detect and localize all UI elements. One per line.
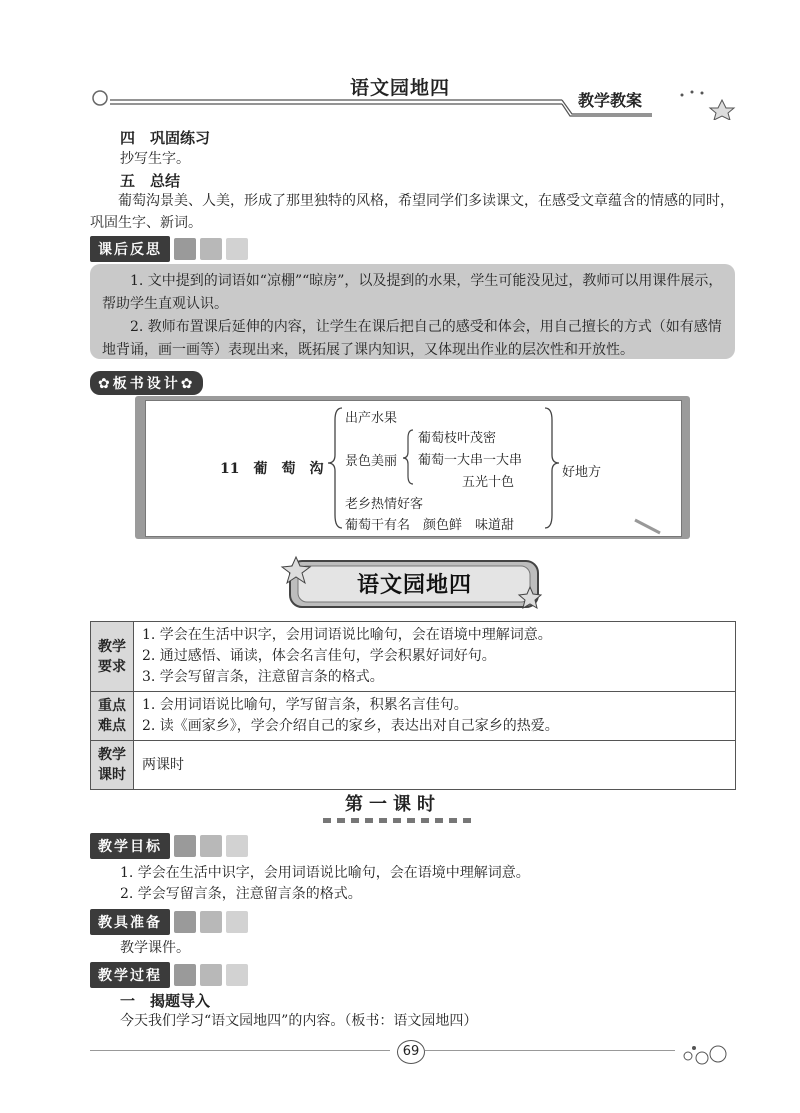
decor-square bbox=[226, 835, 248, 857]
header-decoration bbox=[92, 90, 742, 120]
lesson-title-decoration bbox=[315, 812, 485, 828]
board-lesson: 11 葡 萄 沟 bbox=[220, 461, 324, 477]
objective-item: 2. 学会写留言条，注意留言条的格式。 bbox=[120, 886, 362, 902]
decor-square bbox=[174, 964, 196, 986]
board-tag-label: 板书设计 bbox=[112, 376, 181, 392]
review-text: 抄写生字。 bbox=[120, 151, 190, 167]
board-line: 葡萄一大串一大串 bbox=[418, 453, 523, 468]
header-title: 语文园地四 bbox=[350, 77, 451, 99]
decor-square bbox=[200, 835, 222, 857]
row-content bbox=[134, 741, 736, 790]
row-content bbox=[134, 692, 736, 741]
header-label: 教学教案 bbox=[578, 91, 643, 110]
tools-text: 教学课件。 bbox=[120, 940, 190, 956]
reflection-tagbar bbox=[90, 236, 248, 262]
table-line: 2. 读《画家乡》，学会介绍自己的家乡，表达出对自己家乡的热爱。 bbox=[142, 718, 559, 734]
reflection-box bbox=[90, 264, 735, 359]
reflection-tag: 课后反思 bbox=[90, 236, 170, 262]
board-line: 老乡热情好客 bbox=[345, 497, 424, 512]
board-line: 景色美丽 bbox=[345, 454, 398, 469]
decor-square bbox=[200, 911, 222, 933]
lesson-title: 第一课时 bbox=[345, 794, 441, 815]
process-tagbar bbox=[90, 962, 248, 988]
board-line: 葡萄枝叶茂密 bbox=[418, 431, 497, 446]
footer-line bbox=[90, 1050, 390, 1051]
banner-title: 语文园地四 bbox=[357, 573, 473, 598]
decor-square bbox=[200, 238, 222, 260]
reflection-item: 2. 教师布置课后延伸的内容，让学生在课后把自己的感受和体会，用自己擅长的方式（如有感情地背诵，画一画等）表现出来，既拓展了课内知识，又体现出作业的层次性和开放性。 bbox=[102, 319, 722, 358]
decor-square bbox=[174, 238, 196, 260]
decor-square bbox=[226, 238, 248, 260]
decor-square bbox=[226, 911, 248, 933]
objective-item: 1. 学会在生活中识字，会用词语说比喻句，会在语境中理解词意。 bbox=[120, 865, 530, 881]
row-label: 教学 要求 bbox=[91, 622, 134, 692]
table-line: 1. 会用词语说比喻句，学写留言条，积累名言佳句。 bbox=[142, 697, 468, 713]
goals-table bbox=[90, 621, 736, 790]
table-row bbox=[91, 741, 736, 790]
tools-tag: 教具准备 bbox=[90, 909, 170, 935]
summary-heading: 五 总结 bbox=[120, 172, 181, 190]
review-heading: 四 巩固练习 bbox=[120, 129, 211, 147]
tools-tagbar bbox=[90, 909, 248, 935]
decor-square bbox=[174, 911, 196, 933]
table-line: 1. 学会在生活中识字，会用词语说比喻句，会在语境中理解词意。 bbox=[142, 627, 552, 643]
process-text: 今天我们学习“语文园地四”的内容。（板书：语文园地四） bbox=[120, 1013, 478, 1029]
table-row bbox=[91, 622, 736, 692]
decor-square bbox=[200, 964, 222, 986]
table-line: 2. 通过感悟、诵读，体会名言佳句，学会积累好词好句。 bbox=[142, 648, 496, 664]
objectives-tag: 教学目标 bbox=[90, 833, 170, 859]
reflection-item: 1. 文中提到的词语如“凉棚”“晾房”，以及提到的水果，学生可能没见过，教师可以用课件展示，帮助学生直观认识。 bbox=[102, 273, 723, 312]
table-row bbox=[91, 692, 736, 741]
table-line: 3. 学会写留言条，注意留言条的格式。 bbox=[142, 669, 384, 685]
row-label: 教学 课时 bbox=[91, 741, 134, 790]
summary-text: 葡萄沟景美、人美，形成了那里独特的风格，希望同学们多读课文，在感受文章蕴含的情感的同时，巩固生字、新词。 bbox=[90, 193, 734, 231]
footer-line bbox=[425, 1050, 675, 1051]
board-conclusion: 好地方 bbox=[562, 465, 602, 480]
board-line: 五光十色 bbox=[462, 475, 515, 490]
decor-square bbox=[226, 964, 248, 986]
footer-bubbles-decoration bbox=[678, 1042, 738, 1070]
row-content bbox=[134, 622, 736, 692]
row-label: 重点 难点 bbox=[91, 692, 134, 741]
board-line: 出产水果 bbox=[345, 411, 398, 426]
table-line: 两课时 bbox=[142, 756, 184, 773]
board-tag: ✿板书设计✿ bbox=[90, 371, 203, 395]
decor-square bbox=[174, 835, 196, 857]
board-line: 葡萄干有名 颜色鲜 味道甜 bbox=[345, 518, 515, 533]
page-number: 69 bbox=[397, 1040, 425, 1064]
process-tag: 教学过程 bbox=[90, 962, 170, 988]
process-heading: 一 揭题导入 bbox=[120, 992, 211, 1010]
objectives-tagbar bbox=[90, 833, 248, 859]
